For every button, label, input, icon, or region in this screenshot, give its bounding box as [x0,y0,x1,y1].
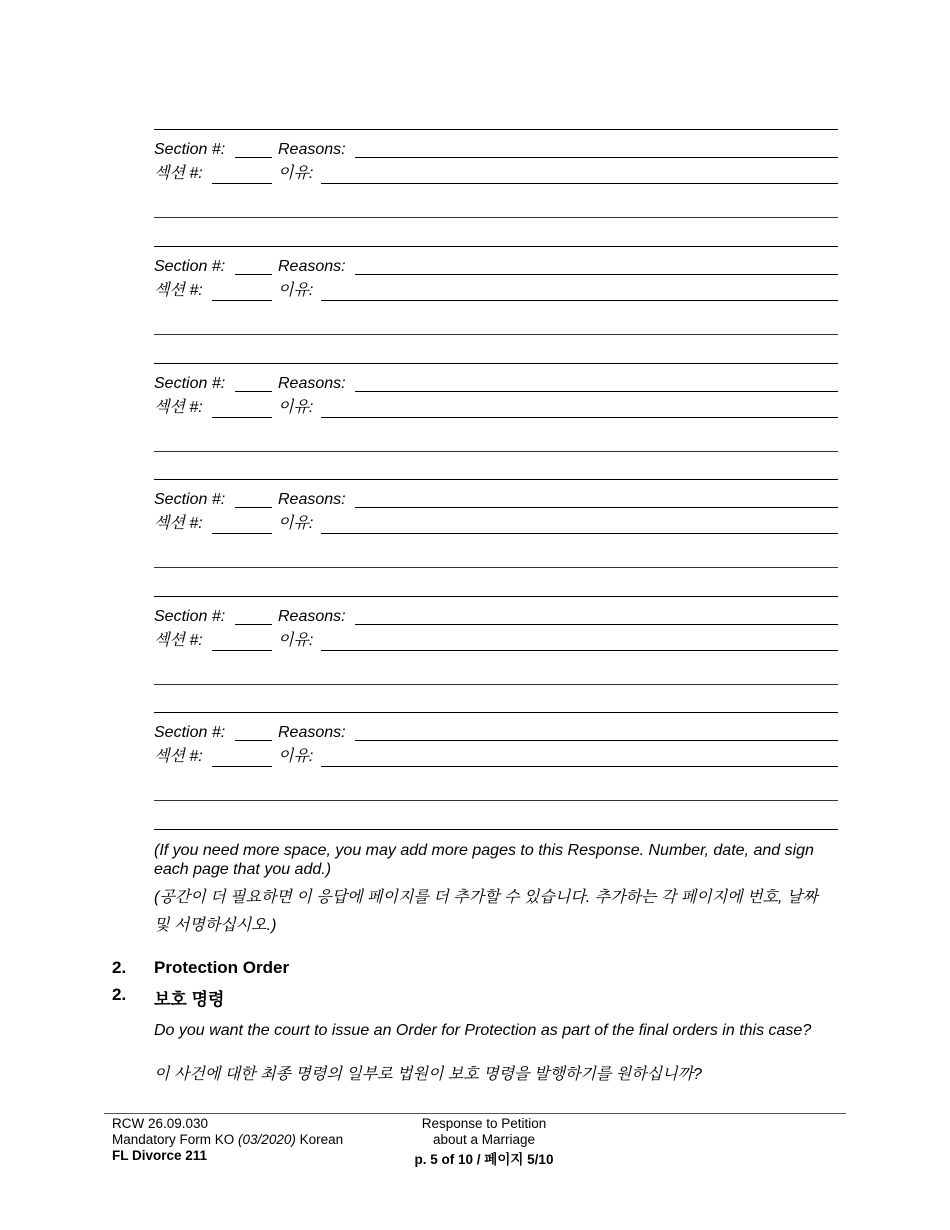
section-label-korean: 섹션 #: [154,165,203,182]
reasons-field[interactable] [355,157,838,158]
reasons-label-korean: 이유: [278,632,314,649]
section-number-field[interactable] [235,157,272,158]
footer-form-prefix: Mandatory Form KO [112,1132,239,1147]
protection-order-number-korean: 2. [112,985,127,1004]
reasons-field[interactable] [355,507,838,508]
reasons-continuation-line[interactable] [154,217,838,218]
section-number-field[interactable] [235,740,272,741]
section-number-field-korean[interactable] [212,533,272,534]
section-top-rule [154,129,838,130]
reasons-label: Reasons: [278,724,346,741]
section-label: Section #: [154,608,226,625]
reasons-continuation-line[interactable] [154,334,838,335]
section-number-field-korean[interactable] [212,183,272,184]
reasons-continuation-line[interactable] [154,451,838,452]
protection-order-heading: Protection Order [154,958,290,977]
more-space-note: (If you need more space, you may add more pages to this Response. Number, date, and sign each page that you add.) [154,842,814,878]
reasons-field[interactable] [355,740,838,741]
section-top-rule [154,712,838,713]
section-number-field[interactable] [235,391,272,392]
reasons-label: Reasons: [278,258,346,275]
reasons-label-korean: 이유: [278,282,314,299]
section-bottom-rule [154,829,838,830]
footer-form-line [112,1132,343,1148]
section-top-rule [154,479,838,480]
section-top-rule [154,596,838,597]
footer-form-lang: Korean [295,1132,344,1147]
section-number-field[interactable] [235,274,272,275]
reasons-continuation-line[interactable] [154,567,838,568]
section-label: Section #: [154,724,226,741]
section-label-korean: 섹션 #: [154,632,203,649]
reasons-label: Reasons: [278,375,346,392]
reasons-field-korean[interactable] [321,183,838,184]
protection-order-question: Do you want the court to issue an Order for Protection as part of the final orders in this case? [154,1022,812,1039]
reasons-continuation-line[interactable] [154,800,838,801]
section-number-field-korean[interactable] [212,300,272,301]
reasons-label-korean: 이유: [278,399,314,416]
reasons-field-korean[interactable] [321,417,838,418]
reasons-label-korean: 이유: [278,748,314,765]
reasons-field-korean[interactable] [321,650,838,651]
footer-form-id: FL Divorce 211 [112,1148,208,1163]
reasons-label-korean: 이유: [278,165,314,182]
reasons-field-korean[interactable] [321,300,838,301]
section-label-korean: 섹션 #: [154,282,203,299]
footer-page-number: p. 5 of 10 / 페이지 5/10 [414,1152,554,1167]
reasons-label: Reasons: [278,491,346,508]
section-label-korean: 섹션 #: [154,399,203,416]
section-number-field[interactable] [235,507,272,508]
reasons-field[interactable] [355,391,838,392]
section-number-field[interactable] [235,624,272,625]
protection-order-number: 2. [112,958,127,977]
section-number-field-korean[interactable] [212,417,272,418]
section-label: Section #: [154,491,226,508]
section-label-korean: 섹션 #: [154,748,203,765]
footer-doc-title-2: about a Marriage [432,1132,536,1147]
reasons-field-korean[interactable] [321,766,838,767]
reasons-label: Reasons: [278,141,346,158]
section-number-field-korean[interactable] [212,650,272,651]
footer-doc-title-1: Response to Petition [421,1116,547,1131]
reasons-label: Reasons: [278,608,346,625]
reasons-continuation-line[interactable] [154,684,838,685]
footer-form-date: (03/2020) [238,1132,296,1147]
protection-order-heading-korean: 보호 명령 [154,990,225,1009]
section-top-rule [154,246,838,247]
section-number-field-korean[interactable] [212,766,272,767]
footer-divider [104,1113,846,1114]
section-label: Section #: [154,141,226,158]
protection-order-question-korean: 이 사건에 대한 최종 명령의 일부로 법원이 보호 명령을 발행하기를 원하십니까? [154,1066,702,1083]
reasons-label-korean: 이유: [278,515,314,532]
footer-rcw: RCW 26.09.030 [112,1116,209,1131]
section-label: Section #: [154,258,226,275]
reasons-field-korean[interactable] [321,533,838,534]
section-label-korean: 섹션 #: [154,515,203,532]
section-label: Section #: [154,375,226,392]
section-top-rule [154,363,838,364]
reasons-field[interactable] [355,624,838,625]
reasons-field[interactable] [355,274,838,275]
more-space-note-korean: (공간이 더 필요하면 이 응답에 페이지를 더 추가할 수 있습니다. 추가하는 각 페이지에 번호, 날짜 및 서명하십시오.) [154,889,818,934]
